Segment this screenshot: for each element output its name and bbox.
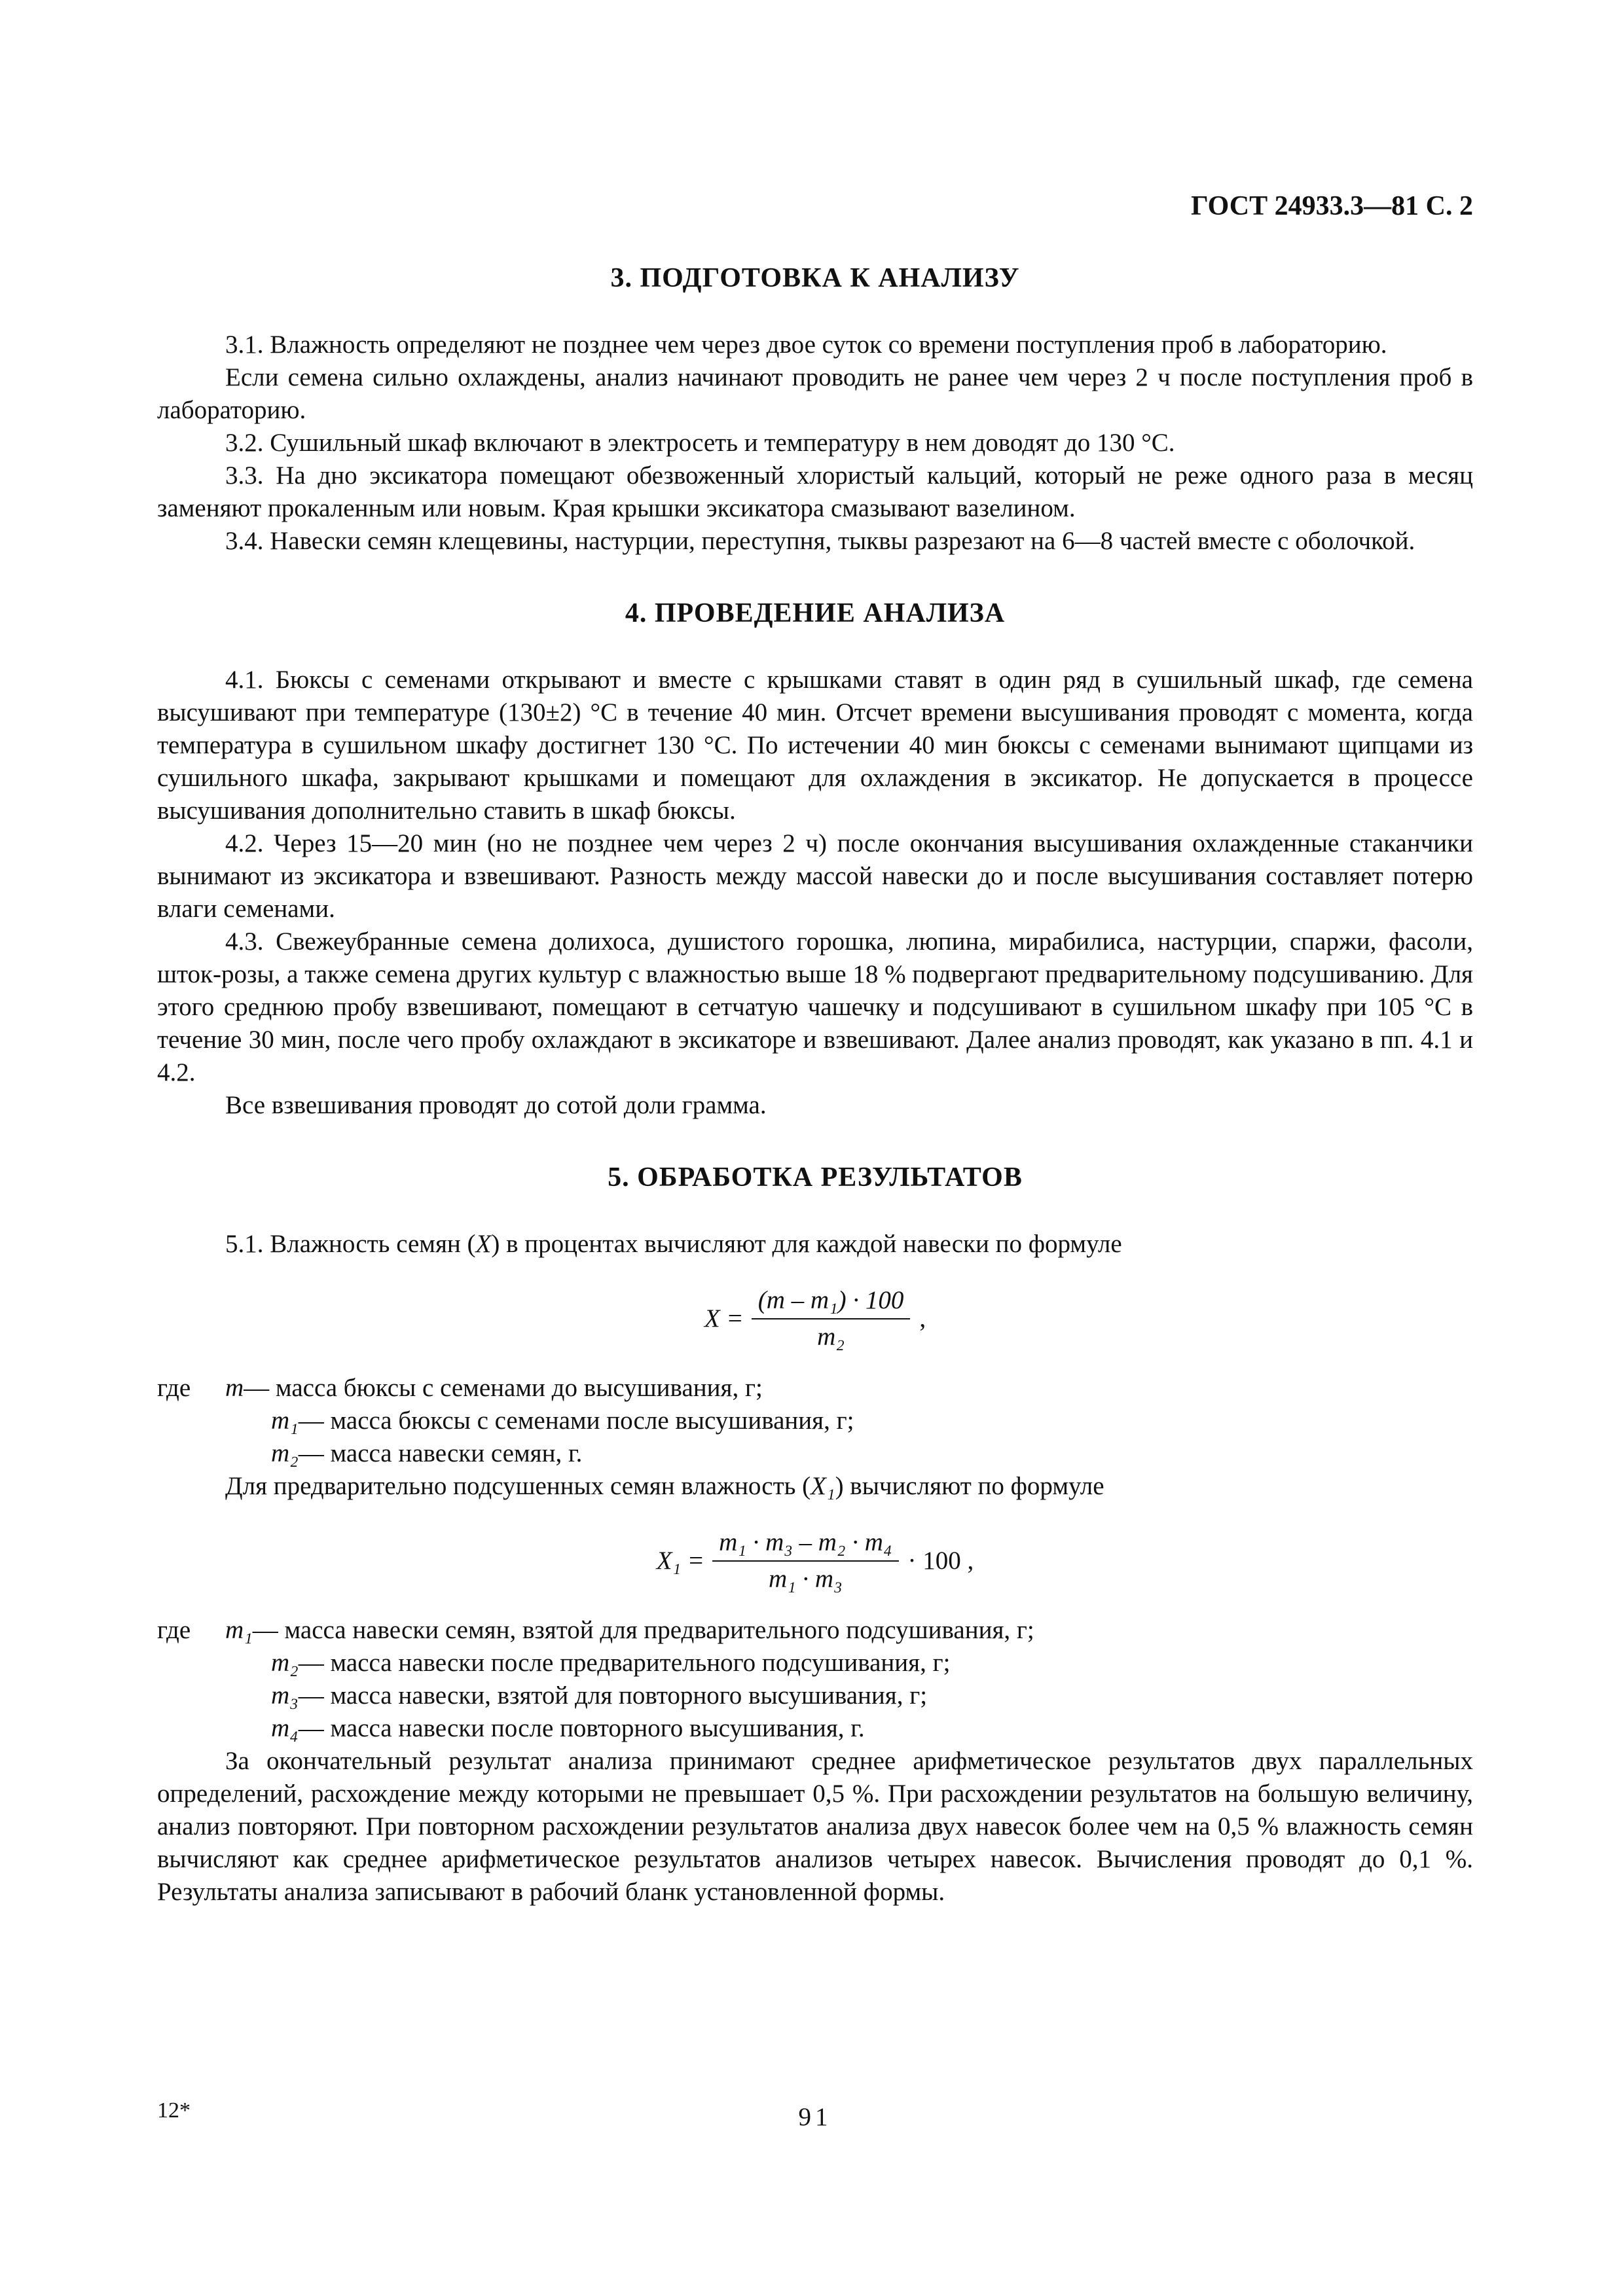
formula-1-eq: = <box>727 1304 742 1333</box>
section-5-title: 5. ОБРАБОТКА РЕЗУЛЬТАТОВ <box>608 1162 1023 1193</box>
formula-2 <box>157 1528 1473 1594</box>
paragraph-4-1: 4.1. Бюксы с семенами открывают и вместе с крышками ставят в один ряд в сушильный шкаф, где семена высушивают при температуре (130±2) °С в течение 40 мин. Отсчет времени высушивания проводят с момента, когда температура в сушильном шкафу достигнет 130 °С. По истечении 40 мин бюксы с семенами вынимают щипцами из сушильного шкафа, закрывают крышками и помещают для охлаждения в эксикатор. Не допускается в процессе высушивания дополнительно ставить в шкаф бюксы. <box>157 666 1473 825</box>
paragraph-4-2: 4.2. Через 15—20 мин (но не позднее чем через 2 ч) после окончания высушивания охлажденные стаканчики вынимают из эксикатора и взвешивают. Разность между массой навески до и после высушивания составляет потерю влаги семенами. <box>157 829 1473 923</box>
formula-1 <box>157 1285 1473 1352</box>
page-header: ГОСТ 24933.3—81 С. 2 <box>1190 191 1473 221</box>
formula-1-denominator: m₂ <box>817 1323 845 1351</box>
legend-2 <box>157 1614 1473 1745</box>
paragraph-4-3b: Все взвешивания проводят до сотой доли грамма. <box>225 1091 767 1119</box>
document-page <box>157 190 1473 1909</box>
sheet-mark: 12* <box>157 2098 191 2123</box>
paragraph-3-4: 3.4. Навески семян клещевины, настурции, переступня, тыквы разрезают на 6—8 частей вместе с оболочкой. <box>225 527 1415 555</box>
formula-2-denominator: m₁ · m₃ <box>768 1565 843 1593</box>
paragraph-4-3: 4.3. Свежеубранные семена долихоса, душистого горошка, люпина, мирабилиса, настурции, спаржи, фасоли, шток-розы, а также семена других культур с влажностью выше 18 % подвергают предварительному подсушиванию. Для этого среднюю пробу взвешивают, помещают в сетчатую чашечку и подсушивают в сушильном шкафу при 105 °С в течение 30 мин, после чего пробу охлаждают в эксикаторе и взвешивают. Далее анализ проводят, как указано в пп. 4.1 и 4.2. <box>157 927 1473 1086</box>
paragraph-5-1: 5.1. Влажность семян (X) в процентах вычисляют для каждой навески по формуле <box>225 1230 1122 1258</box>
legend-1-row: m₂ — масса навески семян, г. <box>271 1439 583 1467</box>
legend-1-row: где m — масса бюксы с семенами до высушивания, г; <box>157 1374 763 1402</box>
paragraph-3-3: 3.3. На дно эксикатора помещают обезвоженный хлористый кальций, который не реже одного раза в месяц заменяют прокаленным или новым. Края крышки эксикатора смазывают вазелином. <box>157 461 1473 522</box>
page-footer <box>157 2094 1473 2134</box>
formula-2-eq: = <box>689 1547 704 1575</box>
legend-1 <box>157 1372 1473 1470</box>
legend-2-row: m₄ — масса навески после повторного высушивания, г. <box>271 1714 865 1742</box>
paragraph-5-1c: За окончательный результат анализа принимают среднее арифметическое результатов двух параллельных определений, расхождение между которыми не превышает 0,5 %. При расхождении результатов на большую величину, анализ повторяют. При повторном расхождении результатов анализа двух навесок более чем на 0,5 % влажность семян вычисляют как среднее арифметическое результатов анализов четырех навесок. Вычисления проводят до 0,1 %. Результаты анализа записывают в рабочий бланк установленной формы. <box>157 1747 1473 1906</box>
formula-2-lhs: X₁ <box>656 1547 682 1575</box>
formula-2-tail: · 100 , <box>907 1547 974 1575</box>
section-4-title: 4. ПРОВЕДЕНИЕ АНАЛИЗА <box>625 598 1006 628</box>
paragraph-3-2: 3.2. Сушильный шкаф включают в электросеть и температуру в нем доводят до 130 °С. <box>225 429 1175 457</box>
formula-1-lhs: X <box>704 1304 720 1333</box>
formula-2-fraction <box>712 1528 898 1594</box>
paragraph-3-1: 3.1. Влажность определяют не позднее чем через двое суток со времени поступления проб в лабораторию. <box>225 331 1387 359</box>
formula-1-tail: , <box>919 1304 926 1333</box>
paragraph-3-1b: Если семена сильно охлаждены, анализ начинают проводить не ранее чем через 2 ч после поступления проб в лабораторию. <box>157 363 1473 424</box>
page-number: 91 <box>798 2103 832 2131</box>
formula-1-numerator: (m – m₁) · 100 <box>752 1285 911 1319</box>
paragraph-5-1b: Для предварительно подсушенных семян влажность (X₁) вычисляют по формуле <box>225 1472 1104 1500</box>
legend-2-row: m₂ — масса навески после предварительного подсушивания, г; <box>271 1649 951 1677</box>
legend-2-row: где m₁ — масса навески семян, взятой для предварительного подсушивания, г; <box>157 1616 1034 1644</box>
formula-1-fraction <box>752 1285 911 1352</box>
section-3-title: 3. ПОДГОТОВКА К АНАЛИЗУ <box>610 263 1020 293</box>
legend-2-row: m₃ — масса навески, взятой для повторного высушивания, г; <box>271 1681 928 1710</box>
formula-2-numerator: m₁ · m₃ – m₂ · m₄ <box>712 1528 898 1562</box>
legend-1-row: m₁ — масса бюксы с семенами после высушивания, г; <box>271 1407 854 1435</box>
